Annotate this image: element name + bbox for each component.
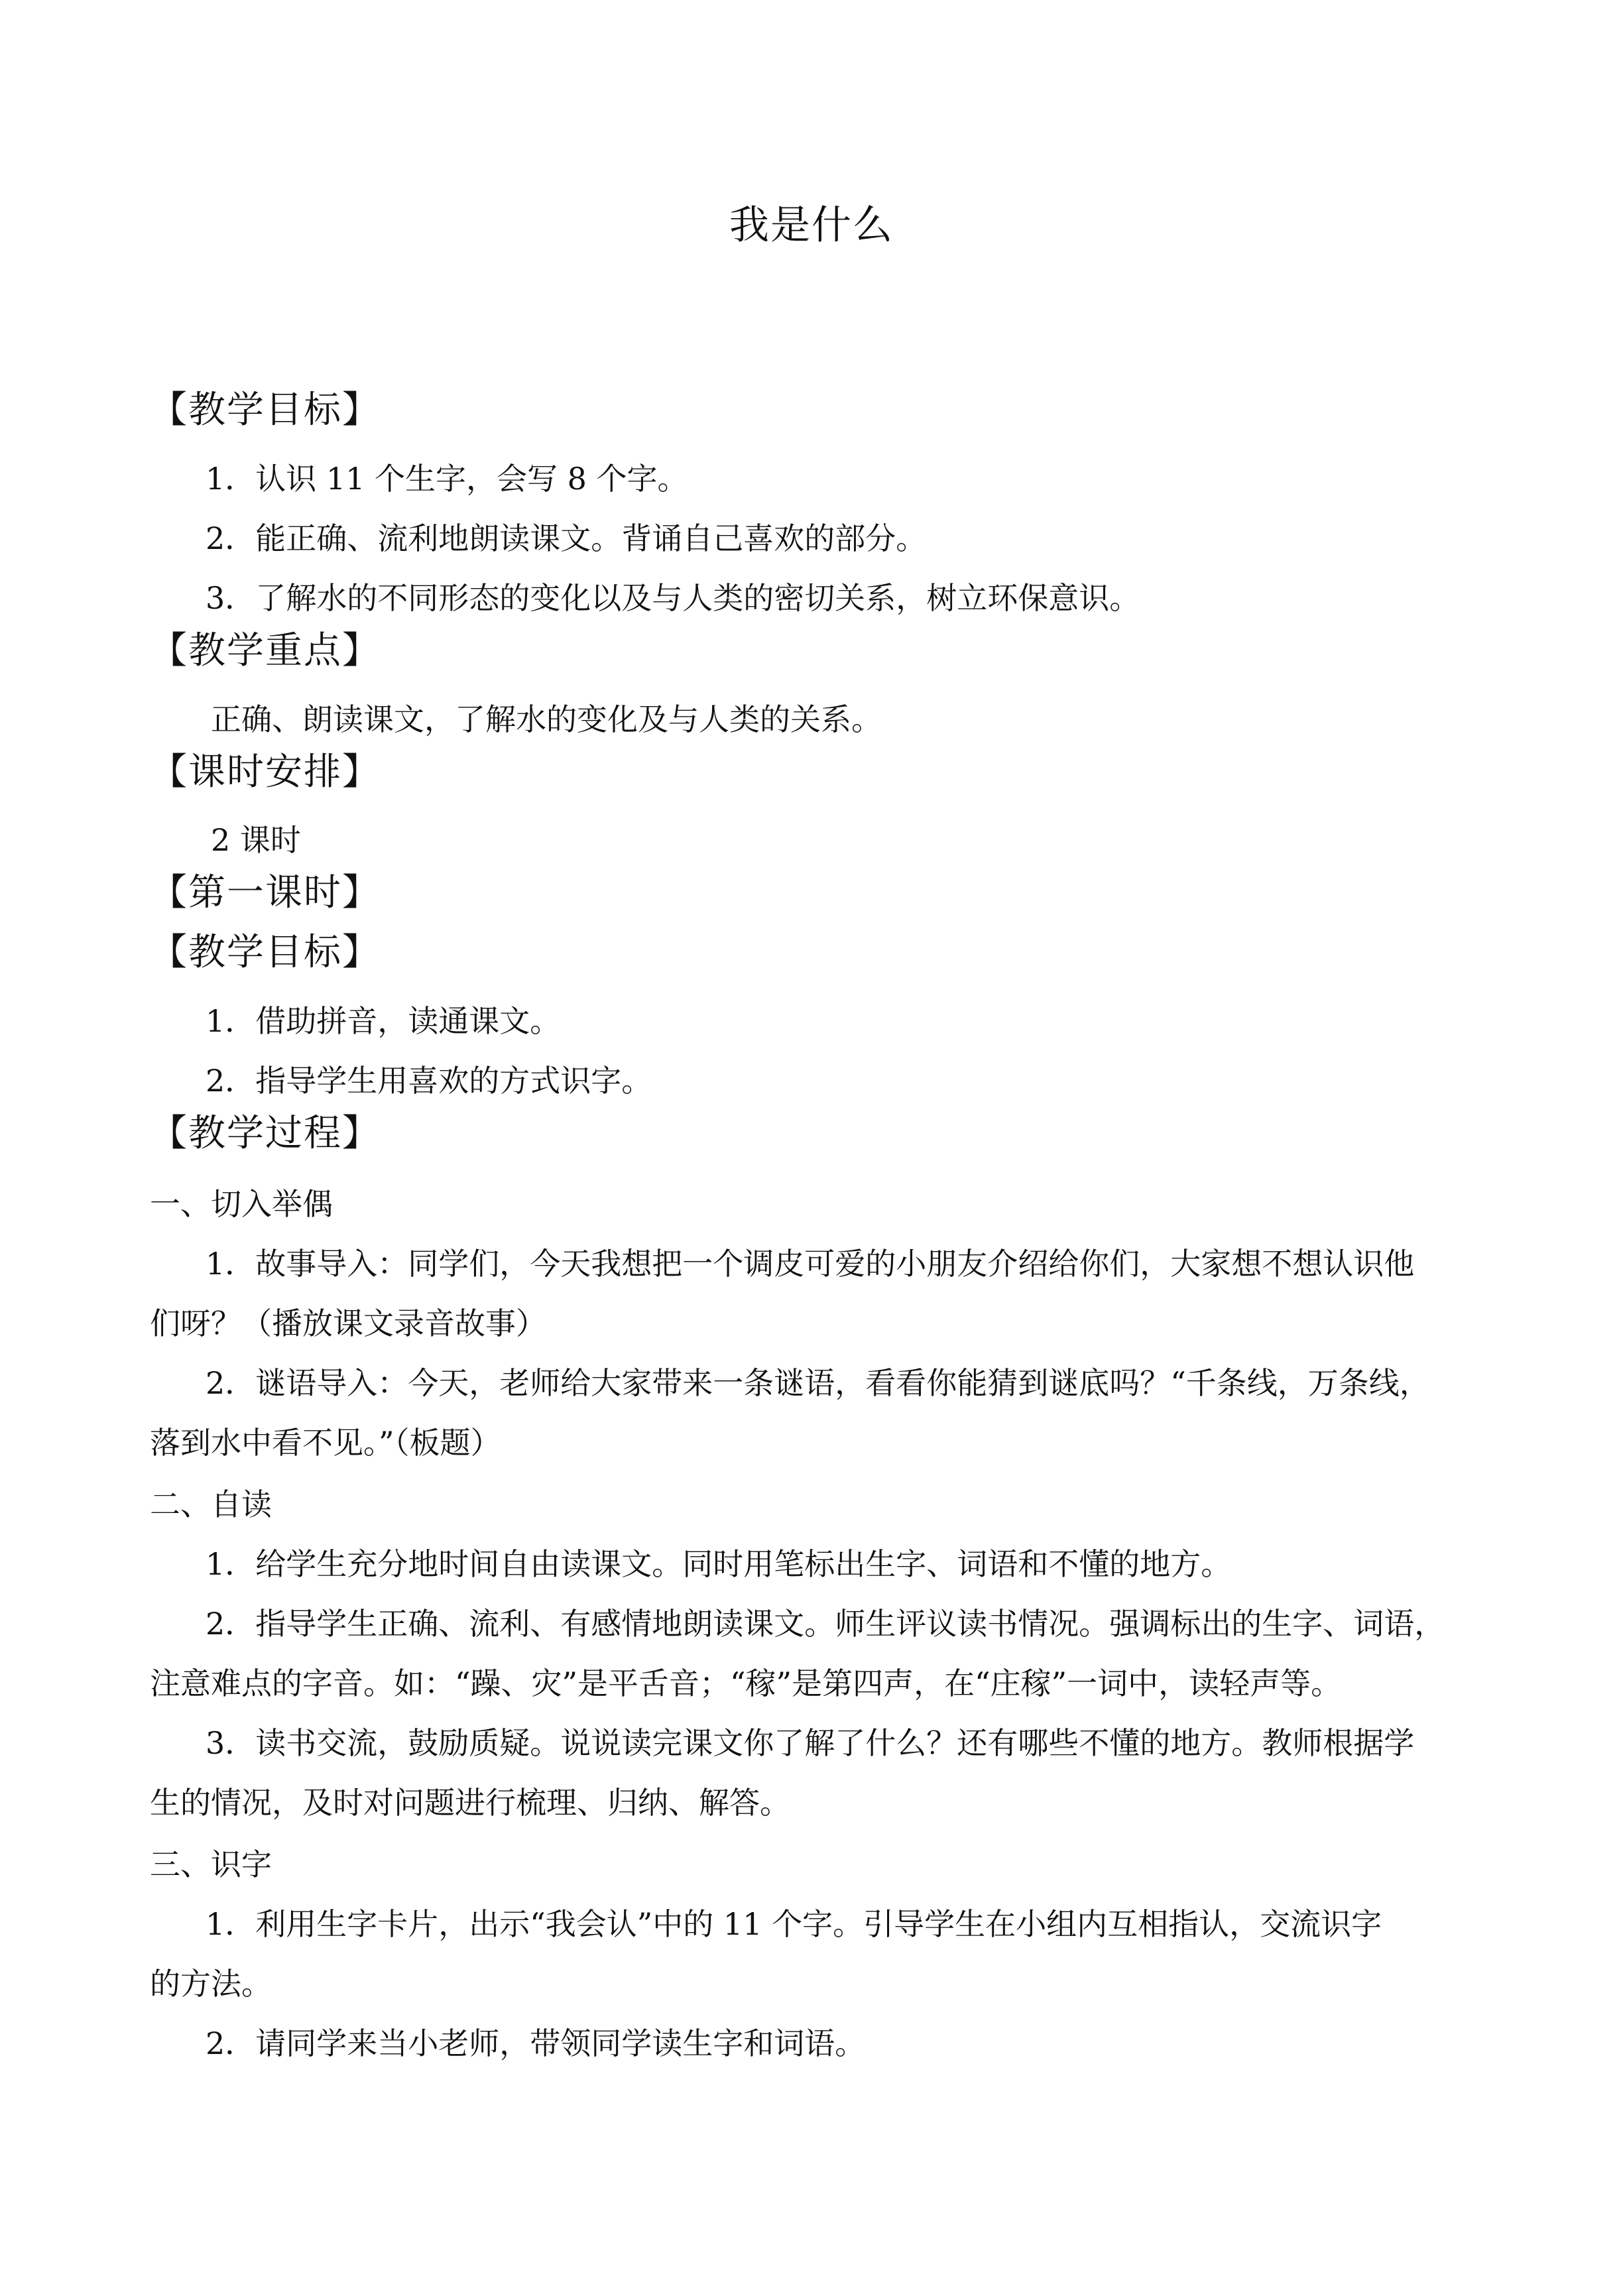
paragraph-line: 2．指导学生正确、流利、有感情地朗读课文。师生评议读书情况。强调标出的生字、词语， [206, 1606, 1445, 1642]
paragraph-line: 2．谜语导入：今天，老师给大家带来一条谜语，看看你能猜到谜底吗？“千条线，万条线， [206, 1365, 1430, 1401]
page-title: 我是什么 [729, 202, 894, 249]
paragraph-line: 2．请同学来当小老师，带领同学读生字和词语。 [206, 2025, 866, 2061]
section-heading-first-lesson: 【第一课时】 [150, 871, 381, 914]
paragraph-line: 3．了解水的不同形态的变化以及与人类的密切关系，树立环保意识。 [206, 580, 1140, 616]
paragraph-line: 注意难点的字音。如：“躁、灾”是平舌音；“稼”是第四声，在“庄稼”一词中，读轻声等。 [150, 1665, 1342, 1701]
paragraph-line: 的方法。 [150, 1966, 272, 2002]
section-heading-teaching-goals-2: 【教学目标】 [150, 931, 381, 974]
paragraph-line: 1．利用生字卡片，出示“我会认”中的 11 个字。引导学生在小组内互相指认，交流识字 [206, 1906, 1382, 1942]
paragraph-line: 1．给学生充分地时间自由读课文。同时用笔标出生字、词语和不懂的地方。 [206, 1546, 1232, 1582]
paragraph-line: 2．指导学生用喜欢的方式识字。 [206, 1063, 652, 1099]
paragraph-line: 1．借助拼音，读通课文。 [206, 1003, 561, 1039]
paragraph-line: 们呀？（播放课文录音故事） [150, 1305, 546, 1341]
section-heading-teaching-goals: 【教学目标】 [150, 389, 381, 432]
paragraph-line: 落到水中看不见。”（板题） [150, 1425, 501, 1461]
paragraph-line: 1．认识 11 个生字，会写 8 个字。 [206, 461, 688, 497]
paragraph-line: 1．故事导入：同学们，今天我想把一个调皮可爱的小朋友介绍给你们，大家想不想认识他 [206, 1246, 1415, 1282]
paragraph-line: 2．能正确、流利地朗读课文。背诵自己喜欢的部分。 [206, 520, 927, 556]
paragraph-line: 2 课时 [211, 822, 301, 858]
paragraph-line: 生的情况，及时对问题进行梳理、归纳、解答。 [150, 1785, 790, 1821]
subsection-heading: 三、识字 [150, 1846, 272, 1882]
paragraph-line: 3．读书交流，鼓励质疑。说说读完课文你了解了什么？还有哪些不懂的地方。教师根据学 [206, 1725, 1415, 1761]
section-heading-key-points: 【教学重点】 [150, 629, 381, 672]
subsection-heading: 二、自读 [150, 1486, 272, 1522]
section-heading-teaching-process: 【教学过程】 [150, 1112, 381, 1155]
subsection-heading: 一、切入举偶 [150, 1186, 333, 1222]
paragraph-line: 正确、朗读课文，了解水的变化及与人类的关系。 [211, 701, 882, 737]
section-heading-schedule: 【课时安排】 [150, 751, 381, 794]
